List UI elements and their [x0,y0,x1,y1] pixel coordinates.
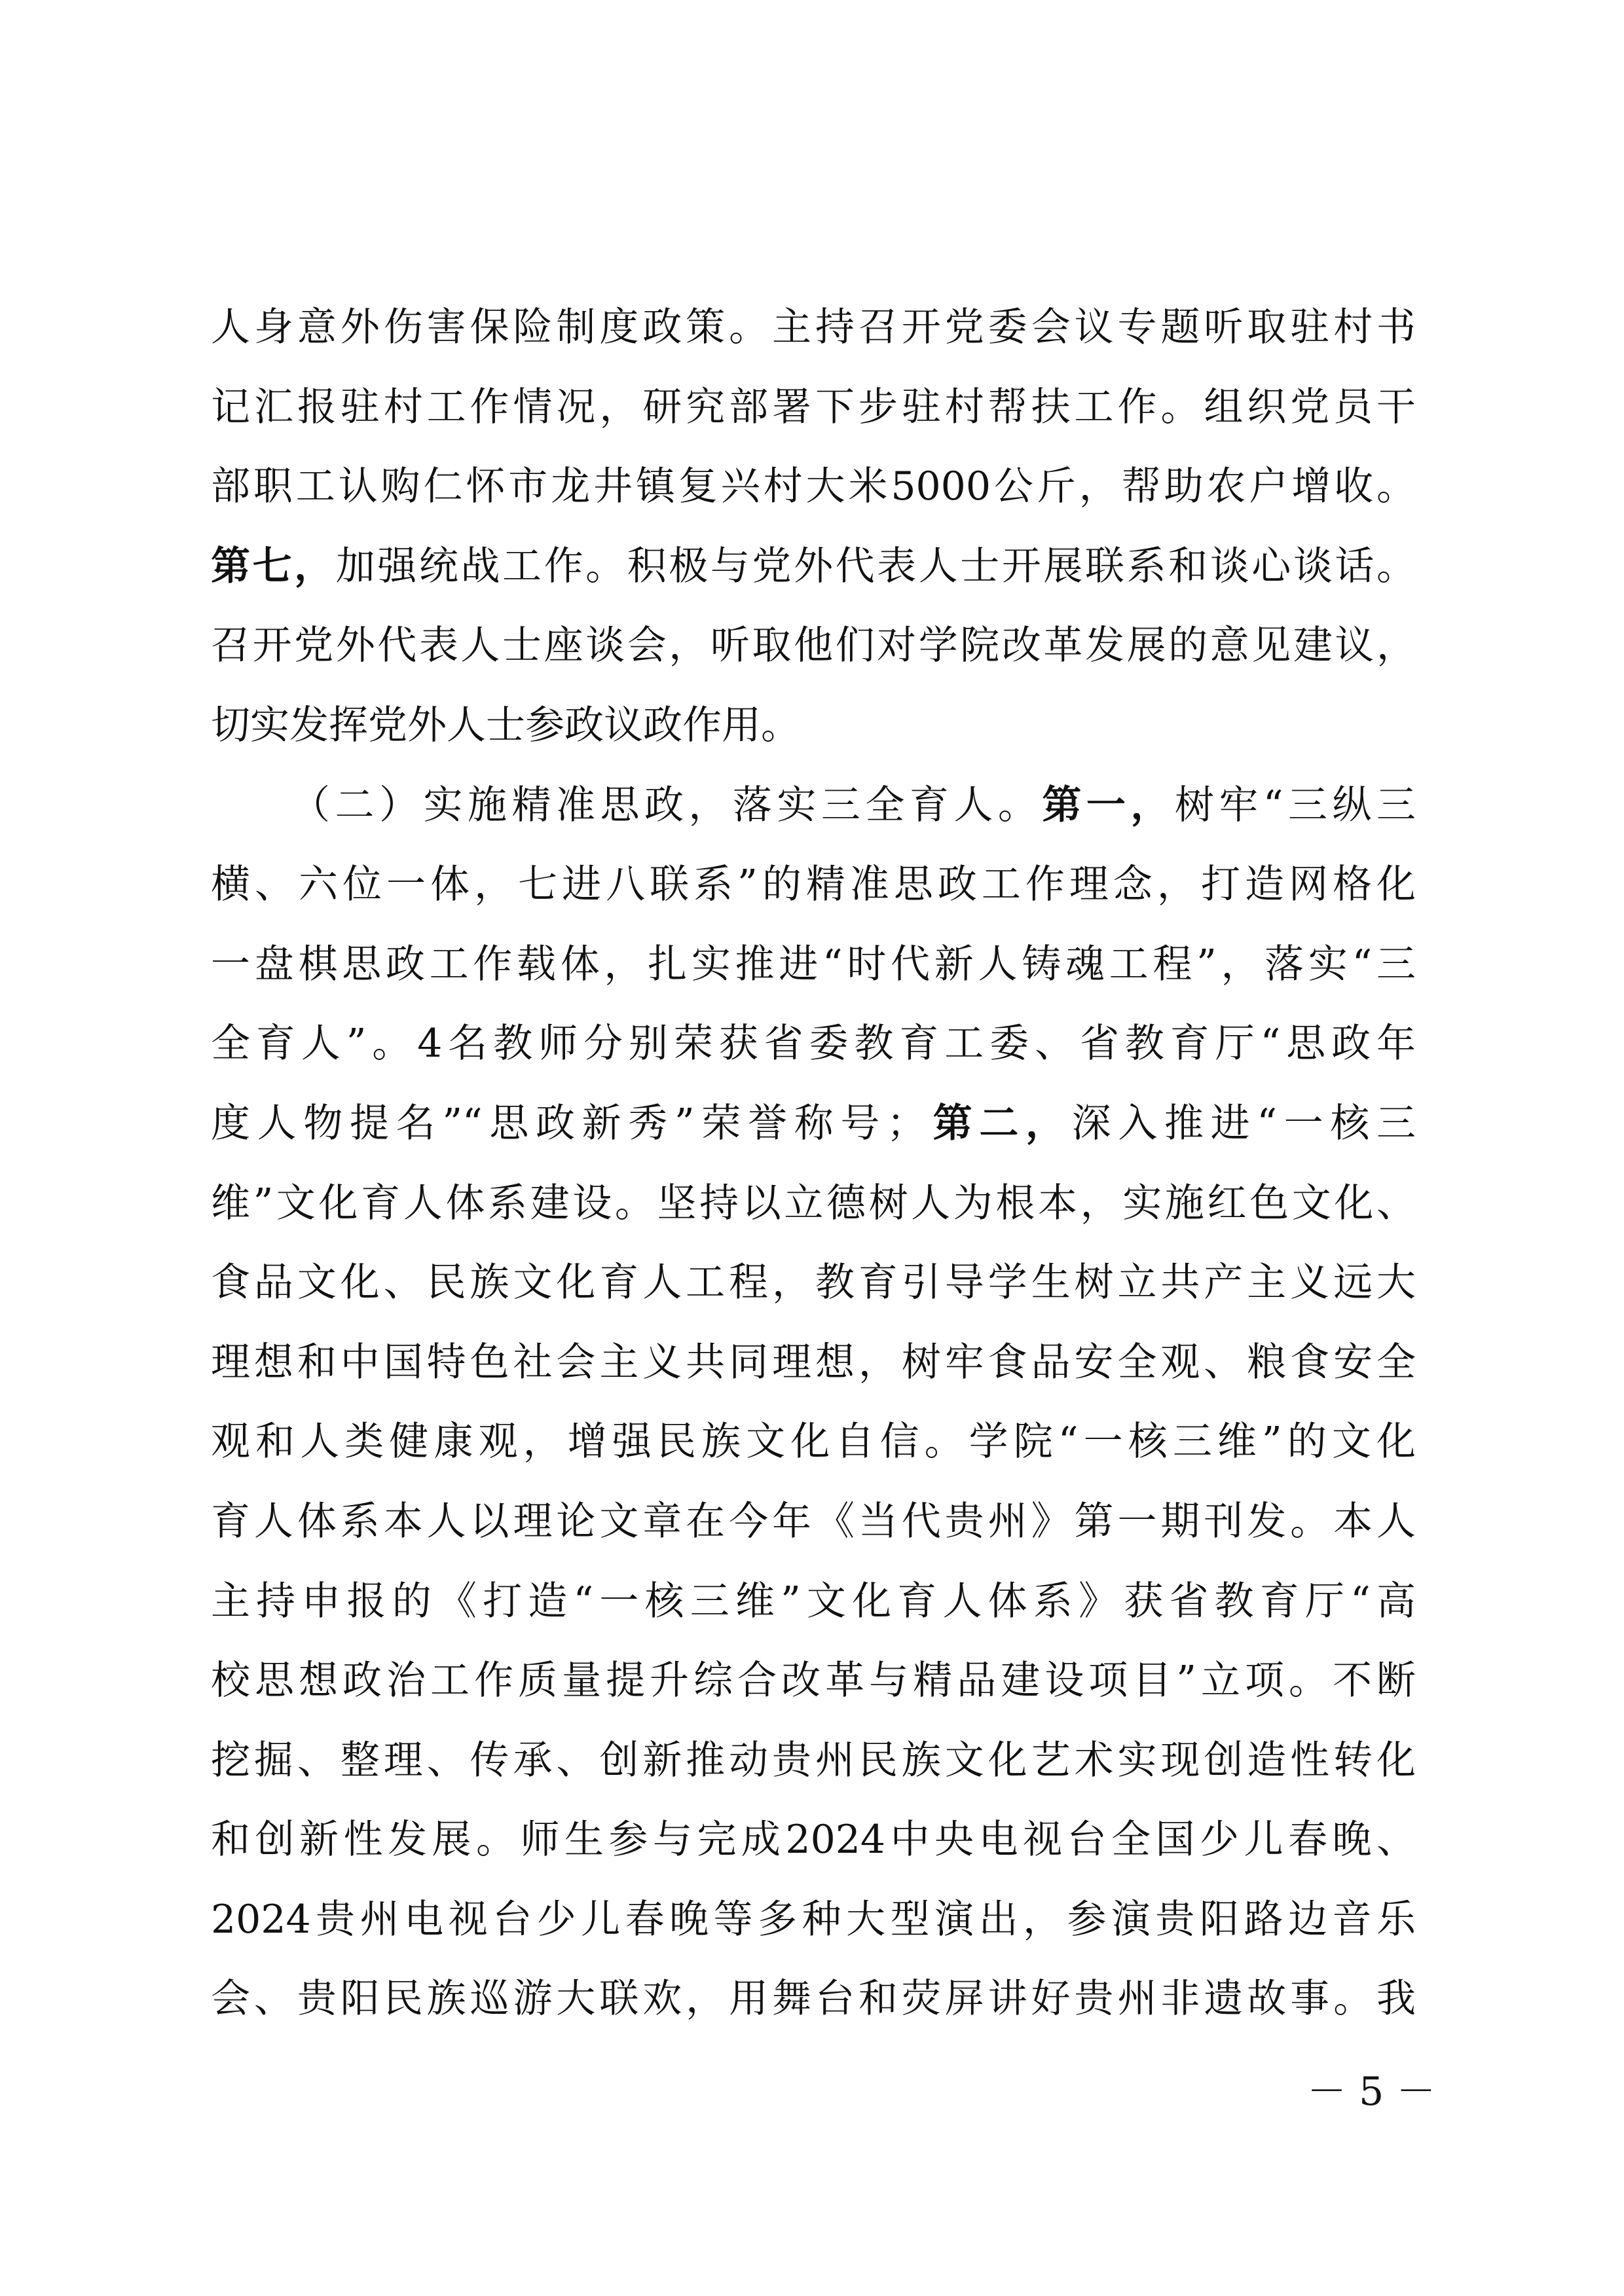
page-number: － 5 － [1307,2069,1436,2115]
text-line: 部职工认购仁怀市龙井镇复兴村大米5000公斤，帮助农户增收。 [211,464,1416,510]
text-line: 2024贵州电视台少儿春晚等多种大型演出，参演贵阳路边音乐 [211,1896,1416,1942]
body-text [211,288,1416,2039]
text-line: 和创新性发展。师生参与完成2024中央电视台全国少儿春晚、 [211,1817,1416,1863]
text-line: 维”文化育人体系建设。坚持以立德树人为根本，实施红色文化、 [211,1180,1416,1226]
text-line: 校思想政治工作质量提升综合改革与精品建设项目”立项。不断 [211,1658,1416,1704]
line-text: 度人物提名”“思政新秀”荣誉称号； [211,1100,926,1146]
line-text: 树牢“三纵三 [1174,782,1416,828]
text-line: 主持申报的《打造“一核三维”文化育人体系》获省教育厅“高 [211,1578,1416,1624]
text-line: 育人体系本人以理论文章在今年《当代贵州》第一期刊发。本人 [211,1498,1416,1544]
text-line: 记汇报驻村工作情况，研究部署下步驻村帮扶工作。组织党员干 [211,384,1416,430]
section-heading-line [211,766,1416,846]
text-line [211,1084,1416,1164]
text-line: 人身意外伤害保险制度政策。主持召开党委会议专题听取驻村书 [211,304,1416,350]
text-line: 观和人类健康观，增强民族文化自信。学院“一核三维”的文化 [211,1419,1416,1465]
section-heading: （二）实施精准思政，落实三全育人。 [291,782,1043,828]
text-line: 全育人”。4名教师分别荣获省委教育工委、省教育厅“思政年 [211,1021,1416,1067]
text-line: 一盘棋思政工作载体，扎实推进“时代新人铸魂工程”，落实“三 [211,941,1416,987]
text-line: 会、贵阳民族巡游大联欢，用舞台和荧屏讲好贵州非遗故事。我 [211,1976,1416,2022]
text-line [211,527,1416,607]
text-line: 理想和中国特色社会主义共同理想，树牢食品安全观、粮食安全 [211,1339,1416,1385]
text-line: 食品文化、民族文化育人工程，教育引导学生树立共产主义远大 [211,1260,1416,1306]
bold-lead: 第二， [926,1100,1072,1146]
text-line: 召开党外代表人士座谈会，听取他们对学院改革发展的意见建议， [211,623,1416,669]
bold-lead: 第七， [211,543,336,589]
text-line: 横、六位一体，七进八联系”的精准思政工作理念，打造网格化 [211,862,1416,908]
text-line: 切实发挥党外人士参政议政作用。 [211,702,800,748]
line-text: 深入推进“一核三 [1071,1100,1416,1146]
bold-lead: 第一， [1042,782,1175,828]
text-line: 挖掘、整理、传承、创新推动贵州民族文化艺术实现创造性转化 [211,1737,1416,1783]
line-text: 加强统战工作。积极与党外代表人士开展联系和谈心谈话。 [335,543,1416,589]
